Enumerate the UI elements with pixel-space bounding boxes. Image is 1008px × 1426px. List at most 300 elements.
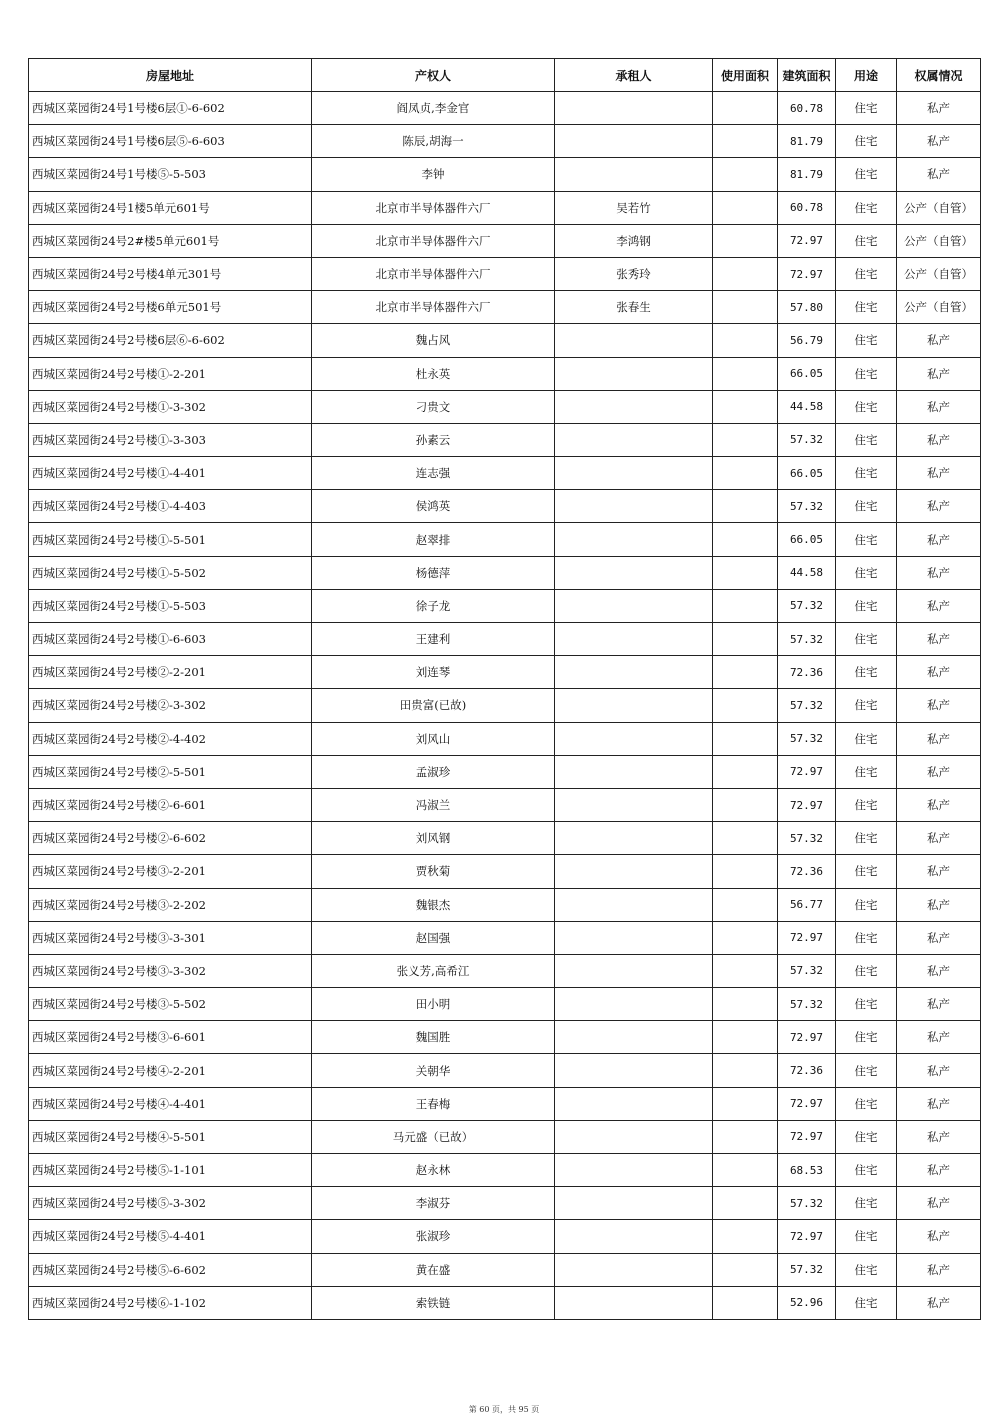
cell-tenant — [555, 1054, 713, 1087]
cell-building-area: 68.53 — [778, 1154, 836, 1187]
cell-usable-area — [713, 589, 778, 622]
cell-building-area: 72.97 — [778, 788, 836, 821]
cell-ownership: 私产 — [897, 954, 981, 987]
cell-usable-area — [713, 988, 778, 1021]
cell-tenant — [555, 589, 713, 622]
cell-usage: 住宅 — [836, 324, 897, 357]
cell-building-area: 72.36 — [778, 1054, 836, 1087]
cell-owner: 王春梅 — [312, 1087, 555, 1120]
cell-building-area: 57.32 — [778, 423, 836, 456]
cell-tenant: 张春生 — [555, 291, 713, 324]
cell-usage: 住宅 — [836, 921, 897, 954]
cell-usage: 住宅 — [836, 1120, 897, 1153]
cell-ownership: 私产 — [897, 1087, 981, 1120]
cell-building-area: 72.97 — [778, 1021, 836, 1054]
cell-owner: 张淑珍 — [312, 1220, 555, 1253]
cell-tenant — [555, 1187, 713, 1220]
cell-ownership: 私产 — [897, 556, 981, 589]
cell-tenant — [555, 357, 713, 390]
cell-tenant — [555, 523, 713, 556]
table-row — [29, 291, 981, 324]
table-row — [29, 457, 981, 490]
cell-owner: 张义芳,高希江 — [312, 954, 555, 987]
table-row — [29, 788, 981, 821]
table-row — [29, 1220, 981, 1253]
cell-address: 西城区菜园街24号2号楼③-2-201 — [29, 855, 312, 888]
cell-ownership: 私产 — [897, 722, 981, 755]
cell-usage: 住宅 — [836, 423, 897, 456]
cell-ownership: 私产 — [897, 822, 981, 855]
table-row — [29, 1286, 981, 1319]
cell-ownership: 私产 — [897, 1253, 981, 1286]
cell-building-area: 60.78 — [778, 191, 836, 224]
cell-usable-area — [713, 755, 778, 788]
table-row — [29, 324, 981, 357]
cell-ownership: 私产 — [897, 1021, 981, 1054]
cell-tenant — [555, 556, 713, 589]
cell-tenant — [555, 1087, 713, 1120]
cell-owner: 刁贵文 — [312, 390, 555, 423]
cell-usable-area — [713, 257, 778, 290]
cell-owner: 刘连琴 — [312, 656, 555, 689]
cell-ownership: 私产 — [897, 423, 981, 456]
cell-tenant — [555, 490, 713, 523]
cell-tenant — [555, 457, 713, 490]
cell-usage: 住宅 — [836, 125, 897, 158]
table-row — [29, 257, 981, 290]
cell-building-area: 44.58 — [778, 390, 836, 423]
cell-ownership: 私产 — [897, 755, 981, 788]
cell-tenant — [555, 656, 713, 689]
cell-building-area: 57.32 — [778, 954, 836, 987]
cell-usable-area — [713, 822, 778, 855]
cell-building-area: 56.79 — [778, 324, 836, 357]
cell-ownership: 私产 — [897, 623, 981, 656]
cell-ownership: 私产 — [897, 158, 981, 191]
cell-ownership: 私产 — [897, 656, 981, 689]
cell-building-area: 72.97 — [778, 257, 836, 290]
cell-ownership: 私产 — [897, 1187, 981, 1220]
cell-ownership: 私产 — [897, 457, 981, 490]
table-row — [29, 722, 981, 755]
cell-usable-area — [713, 125, 778, 158]
table-row — [29, 1253, 981, 1286]
cell-ownership: 私产 — [897, 855, 981, 888]
cell-tenant — [555, 1120, 713, 1153]
cell-usage: 住宅 — [836, 490, 897, 523]
cell-owner: 孙素云 — [312, 423, 555, 456]
cell-building-area: 57.32 — [778, 490, 836, 523]
table-row — [29, 556, 981, 589]
table-row — [29, 623, 981, 656]
cell-address: 西城区菜园街24号2号楼①-5-503 — [29, 589, 312, 622]
cell-tenant — [555, 954, 713, 987]
cell-owner: 魏银杰 — [312, 888, 555, 921]
cell-ownership: 私产 — [897, 1286, 981, 1319]
cell-usage: 住宅 — [836, 689, 897, 722]
header-building-area: 建筑面积 — [778, 59, 836, 92]
cell-usage: 住宅 — [836, 523, 897, 556]
table-header-row — [29, 59, 981, 92]
cell-usable-area — [713, 1120, 778, 1153]
cell-usable-area — [713, 158, 778, 191]
cell-ownership: 公产（自管） — [897, 257, 981, 290]
cell-building-area: 56.77 — [778, 888, 836, 921]
cell-usable-area — [713, 1054, 778, 1087]
cell-address: 西城区菜园街24号2号楼⑤-4-401 — [29, 1220, 312, 1253]
table-row — [29, 158, 981, 191]
cell-owner: 北京市半导体器件六厂 — [312, 291, 555, 324]
cell-address: 西城区菜园街24号2号楼6层⑥-6-602 — [29, 324, 312, 357]
cell-usable-area — [713, 722, 778, 755]
cell-usable-area — [713, 390, 778, 423]
cell-owner: 连志强 — [312, 457, 555, 490]
cell-ownership: 公产（自管） — [897, 224, 981, 257]
cell-usage: 住宅 — [836, 291, 897, 324]
cell-owner: 马元盛（已故） — [312, 1120, 555, 1153]
cell-tenant — [555, 988, 713, 1021]
cell-usage: 住宅 — [836, 623, 897, 656]
cell-building-area: 57.32 — [778, 623, 836, 656]
cell-owner: 田贵富(已故) — [312, 689, 555, 722]
cell-address: 西城区菜园街24号2号楼③-5-502 — [29, 988, 312, 1021]
page-footer: 第 60 页，共 95 页 — [468, 1405, 540, 1414]
table-row — [29, 1120, 981, 1153]
table-row — [29, 755, 981, 788]
cell-usable-area — [713, 357, 778, 390]
cell-usable-area — [713, 689, 778, 722]
cell-ownership: 私产 — [897, 92, 981, 125]
cell-building-area: 72.97 — [778, 921, 836, 954]
cell-ownership: 私产 — [897, 390, 981, 423]
cell-address: 西城区菜园街24号2号楼②-3-302 — [29, 689, 312, 722]
cell-address: 西城区菜园街24号1号楼⑤-5-503 — [29, 158, 312, 191]
cell-address: 西城区菜园街24号2号楼②-4-402 — [29, 722, 312, 755]
cell-owner: 田小明 — [312, 988, 555, 1021]
cell-ownership: 私产 — [897, 589, 981, 622]
header-address: 房屋地址 — [29, 59, 312, 92]
cell-tenant — [555, 855, 713, 888]
cell-owner: 刘风钢 — [312, 822, 555, 855]
cell-building-area: 72.97 — [778, 1220, 836, 1253]
cell-ownership: 私产 — [897, 1220, 981, 1253]
cell-building-area: 57.80 — [778, 291, 836, 324]
cell-address: 西城区菜园街24号2号楼①-4-403 — [29, 490, 312, 523]
cell-owner: 孟淑珍 — [312, 755, 555, 788]
cell-building-area: 57.32 — [778, 988, 836, 1021]
cell-owner: 徐子龙 — [312, 589, 555, 622]
cell-address: 西城区菜园街24号2号楼①-4-401 — [29, 457, 312, 490]
table-row — [29, 490, 981, 523]
cell-address: 西城区菜园街24号2号楼④-5-501 — [29, 1120, 312, 1153]
cell-owner: 赵翠排 — [312, 523, 555, 556]
cell-address: 西城区菜园街24号2号楼②-2-201 — [29, 656, 312, 689]
cell-owner: 李淑芬 — [312, 1187, 555, 1220]
header-usable-area: 使用面积 — [713, 59, 778, 92]
cell-address: 西城区菜园街24号2号楼④-2-201 — [29, 1054, 312, 1087]
cell-owner: 黄在盛 — [312, 1253, 555, 1286]
cell-tenant — [555, 92, 713, 125]
table-row — [29, 689, 981, 722]
cell-building-area: 72.97 — [778, 755, 836, 788]
cell-usage: 住宅 — [836, 988, 897, 1021]
cell-usage: 住宅 — [836, 556, 897, 589]
cell-owner: 关朝华 — [312, 1054, 555, 1087]
cell-owner: 魏占风 — [312, 324, 555, 357]
cell-ownership: 私产 — [897, 1120, 981, 1153]
cell-usable-area — [713, 888, 778, 921]
cell-tenant — [555, 722, 713, 755]
table-row — [29, 423, 981, 456]
table-row — [29, 1054, 981, 1087]
cell-usage: 住宅 — [836, 1253, 897, 1286]
cell-tenant: 吴若竹 — [555, 191, 713, 224]
cell-tenant — [555, 689, 713, 722]
cell-ownership: 私产 — [897, 125, 981, 158]
header-tenant: 承租人 — [555, 59, 713, 92]
cell-ownership: 私产 — [897, 357, 981, 390]
cell-address: 西城区菜园街24号2号楼4单元301号 — [29, 257, 312, 290]
table-body — [29, 92, 981, 1320]
cell-tenant — [555, 423, 713, 456]
header-owner: 产权人 — [312, 59, 555, 92]
cell-usage: 住宅 — [836, 224, 897, 257]
cell-owner: 赵永林 — [312, 1154, 555, 1187]
cell-owner: 王建利 — [312, 623, 555, 656]
cell-building-area: 66.05 — [778, 523, 836, 556]
header-usage: 用途 — [836, 59, 897, 92]
cell-owner: 阎凤贞,李金官 — [312, 92, 555, 125]
cell-usable-area — [713, 92, 778, 125]
cell-usage: 住宅 — [836, 1154, 897, 1187]
cell-ownership: 私产 — [897, 523, 981, 556]
cell-tenant — [555, 623, 713, 656]
cell-address: 西城区菜园街24号1号楼6层①-6-602 — [29, 92, 312, 125]
table-row — [29, 656, 981, 689]
cell-usable-area — [713, 788, 778, 821]
cell-address: 西城区菜园街24号2号楼③-3-301 — [29, 921, 312, 954]
cell-owner: 侯鸿英 — [312, 490, 555, 523]
cell-usage: 住宅 — [836, 788, 897, 821]
cell-usage: 住宅 — [836, 158, 897, 191]
cell-tenant — [555, 125, 713, 158]
cell-owner: 杜永英 — [312, 357, 555, 390]
cell-owner: 北京市半导体器件六厂 — [312, 257, 555, 290]
cell-usage: 住宅 — [836, 589, 897, 622]
cell-building-area: 57.32 — [778, 689, 836, 722]
table-row — [29, 888, 981, 921]
table-row — [29, 523, 981, 556]
table-row — [29, 954, 981, 987]
cell-usage: 住宅 — [836, 656, 897, 689]
cell-address: 西城区菜园街24号2号楼③-3-302 — [29, 954, 312, 987]
cell-building-area: 66.05 — [778, 357, 836, 390]
cell-address: 西城区菜园街24号2号楼⑤-6-602 — [29, 1253, 312, 1286]
cell-usage: 住宅 — [836, 755, 897, 788]
cell-usable-area — [713, 1220, 778, 1253]
cell-usage: 住宅 — [836, 1087, 897, 1120]
cell-ownership: 私产 — [897, 788, 981, 821]
cell-building-area: 72.36 — [778, 855, 836, 888]
cell-address: 西城区菜园街24号2号楼⑤-1-101 — [29, 1154, 312, 1187]
cell-usage: 住宅 — [836, 1054, 897, 1087]
cell-usage: 住宅 — [836, 855, 897, 888]
cell-ownership: 私产 — [897, 689, 981, 722]
cell-tenant — [555, 324, 713, 357]
table-row — [29, 988, 981, 1021]
cell-tenant — [555, 1286, 713, 1319]
cell-ownership: 私产 — [897, 1054, 981, 1087]
cell-usable-area — [713, 324, 778, 357]
cell-usable-area — [713, 656, 778, 689]
cell-address: 西城区菜园街24号2号楼①-3-303 — [29, 423, 312, 456]
cell-usage: 住宅 — [836, 722, 897, 755]
cell-address: 西城区菜园街24号2号楼⑤-3-302 — [29, 1187, 312, 1220]
cell-usage: 住宅 — [836, 92, 897, 125]
cell-usable-area — [713, 556, 778, 589]
cell-owner: 刘风山 — [312, 722, 555, 755]
cell-tenant — [555, 755, 713, 788]
cell-usage: 住宅 — [836, 1286, 897, 1319]
cell-address: 西城区菜园街24号2号楼⑥-1-102 — [29, 1286, 312, 1319]
cell-ownership: 私产 — [897, 888, 981, 921]
table-row — [29, 1154, 981, 1187]
cell-address: 西城区菜园街24号1号楼6层⑤-6-603 — [29, 125, 312, 158]
cell-tenant: 李鸿钢 — [555, 224, 713, 257]
cell-owner: 李钟 — [312, 158, 555, 191]
cell-ownership: 公产（自管） — [897, 291, 981, 324]
cell-tenant — [555, 921, 713, 954]
cell-usage: 住宅 — [836, 1021, 897, 1054]
cell-usage: 住宅 — [836, 888, 897, 921]
cell-address: 西城区菜园街24号2号楼②-5-501 — [29, 755, 312, 788]
cell-building-area: 72.97 — [778, 1087, 836, 1120]
cell-building-area: 66.05 — [778, 457, 836, 490]
cell-usable-area — [713, 1087, 778, 1120]
cell-usable-area — [713, 457, 778, 490]
cell-usable-area — [713, 1286, 778, 1319]
cell-ownership: 私产 — [897, 490, 981, 523]
cell-tenant — [555, 788, 713, 821]
cell-address: 西城区菜园街24号2号楼6单元501号 — [29, 291, 312, 324]
cell-tenant: 张秀玲 — [555, 257, 713, 290]
cell-address: 西城区菜园街24号2号楼②-6-602 — [29, 822, 312, 855]
cell-usable-area — [713, 523, 778, 556]
cell-address: 西城区菜园街24号2#楼5单元601号 — [29, 224, 312, 257]
cell-ownership: 私产 — [897, 324, 981, 357]
cell-owner: 北京市半导体器件六厂 — [312, 191, 555, 224]
cell-building-area: 57.32 — [778, 822, 836, 855]
cell-tenant — [555, 1021, 713, 1054]
table-row — [29, 921, 981, 954]
cell-tenant — [555, 888, 713, 921]
cell-building-area: 57.32 — [778, 722, 836, 755]
table-row — [29, 589, 981, 622]
cell-ownership: 私产 — [897, 988, 981, 1021]
table-row — [29, 191, 981, 224]
cell-tenant — [555, 390, 713, 423]
cell-usage: 住宅 — [836, 822, 897, 855]
cell-tenant — [555, 1154, 713, 1187]
cell-tenant — [555, 158, 713, 191]
cell-address: 西城区菜园街24号2号楼①-5-502 — [29, 556, 312, 589]
cell-address: 西城区菜园街24号2号楼①-6-603 — [29, 623, 312, 656]
cell-usable-area — [713, 1187, 778, 1220]
cell-usage: 住宅 — [836, 390, 897, 423]
cell-usable-area — [713, 490, 778, 523]
table-row — [29, 92, 981, 125]
cell-usable-area — [713, 291, 778, 324]
table-row — [29, 357, 981, 390]
cell-building-area: 81.79 — [778, 125, 836, 158]
cell-owner: 魏国胜 — [312, 1021, 555, 1054]
cell-address: 西城区菜园街24号2号楼④-4-401 — [29, 1087, 312, 1120]
cell-usage: 住宅 — [836, 457, 897, 490]
cell-building-area: 72.97 — [778, 224, 836, 257]
cell-building-area: 72.97 — [778, 1120, 836, 1153]
cell-tenant — [555, 1253, 713, 1286]
header-ownership: 权属情况 — [897, 59, 981, 92]
cell-usage: 住宅 — [836, 357, 897, 390]
cell-usable-area — [713, 921, 778, 954]
cell-usage: 住宅 — [836, 954, 897, 987]
cell-ownership: 公产（自管） — [897, 191, 981, 224]
cell-owner: 索铁链 — [312, 1286, 555, 1319]
cell-tenant — [555, 1220, 713, 1253]
cell-address: 西城区菜园街24号2号楼③-6-601 — [29, 1021, 312, 1054]
cell-usable-area — [713, 191, 778, 224]
cell-usage: 住宅 — [836, 191, 897, 224]
cell-usable-area — [713, 224, 778, 257]
cell-owner: 陈辰,胡海一 — [312, 125, 555, 158]
cell-building-area: 81.79 — [778, 158, 836, 191]
cell-owner: 冯淑兰 — [312, 788, 555, 821]
property-table — [28, 58, 981, 1320]
cell-address: 西城区菜园街24号1楼5单元601号 — [29, 191, 312, 224]
cell-usable-area — [713, 1253, 778, 1286]
cell-building-area: 72.36 — [778, 656, 836, 689]
cell-usable-area — [713, 423, 778, 456]
cell-address: 西城区菜园街24号2号楼②-6-601 — [29, 788, 312, 821]
cell-owner: 北京市半导体器件六厂 — [312, 224, 555, 257]
cell-building-area: 52.96 — [778, 1286, 836, 1319]
cell-usage: 住宅 — [836, 1187, 897, 1220]
table-row — [29, 1087, 981, 1120]
table-row — [29, 822, 981, 855]
cell-address: 西城区菜园街24号2号楼①-3-302 — [29, 390, 312, 423]
cell-owner: 杨德萍 — [312, 556, 555, 589]
cell-usage: 住宅 — [836, 1220, 897, 1253]
table-row — [29, 1021, 981, 1054]
cell-address: 西城区菜园街24号2号楼①-5-501 — [29, 523, 312, 556]
cell-owner: 贾秋菊 — [312, 855, 555, 888]
table-row — [29, 390, 981, 423]
cell-ownership: 私产 — [897, 921, 981, 954]
cell-building-area: 57.32 — [778, 1187, 836, 1220]
cell-usable-area — [713, 1154, 778, 1187]
cell-usable-area — [713, 1021, 778, 1054]
table-row — [29, 1187, 981, 1220]
table-row — [29, 125, 981, 158]
cell-building-area: 44.58 — [778, 556, 836, 589]
cell-building-area: 57.32 — [778, 1253, 836, 1286]
cell-tenant — [555, 822, 713, 855]
table-row — [29, 224, 981, 257]
cell-building-area: 60.78 — [778, 92, 836, 125]
cell-usable-area — [713, 623, 778, 656]
cell-address: 西城区菜园街24号2号楼③-2-202 — [29, 888, 312, 921]
cell-address: 西城区菜园街24号2号楼①-2-201 — [29, 357, 312, 390]
